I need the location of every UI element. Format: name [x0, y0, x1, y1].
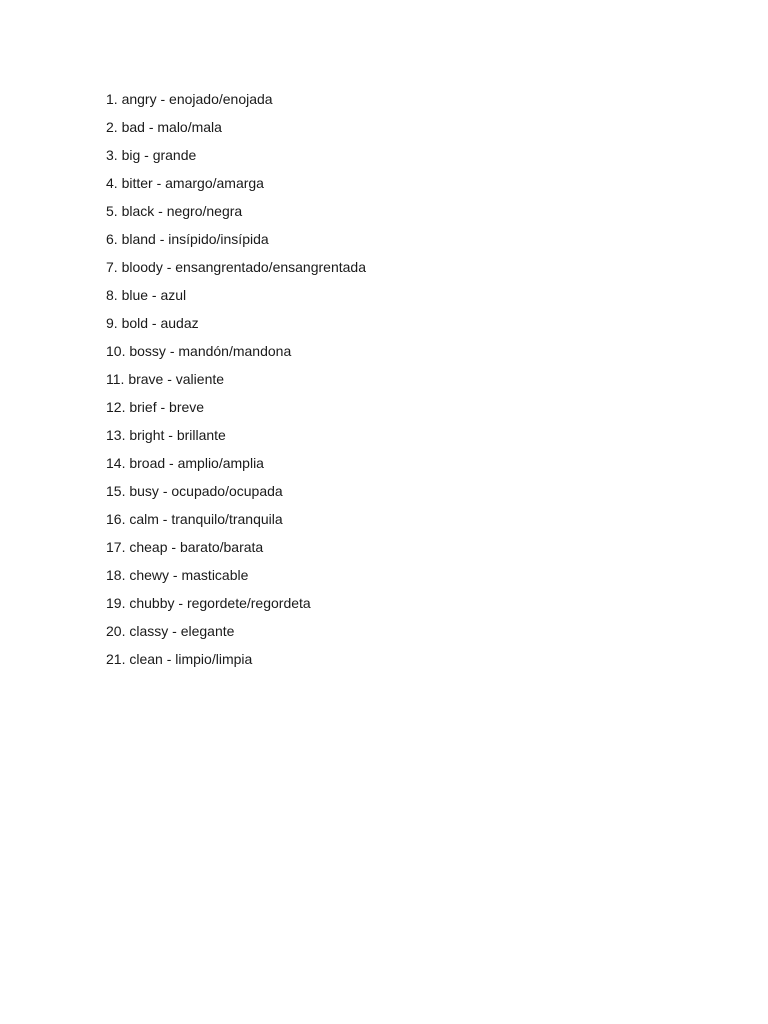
list-item: 7. bloody - ensangrentado/ensangrentada [106, 259, 366, 275]
list-item: 19. chubby - regordete/regordeta [106, 595, 311, 611]
vocabulary-list [106, 89, 366, 677]
list-item: 15. busy - ocupado/ocupada [106, 483, 283, 499]
list-item: 12. brief - breve [106, 399, 205, 415]
list-item: 4. bitter - amargo/amarga [106, 175, 264, 191]
list-item: 10. bossy - mandón/mandona [106, 343, 292, 359]
list-item: 5. black - negro/negra [106, 203, 243, 219]
list-item: 13. bright - brillante [106, 427, 226, 443]
list-item: 18. chewy - masticable [106, 567, 249, 583]
list-item: 16. calm - tranquilo/tranquila [106, 511, 283, 527]
list-item: 11. brave - valiente [106, 371, 225, 387]
list-item: 3. big - grande [106, 147, 197, 163]
list-item: 17. cheap - barato/barata [106, 539, 264, 555]
list-item: 8. blue - azul [106, 287, 187, 303]
list-item: 21. clean - limpio/limpia [106, 651, 253, 667]
list-item: 20. classy - elegante [106, 623, 235, 639]
list-item: 1. angry - enojado/enojada [106, 91, 273, 107]
list-item: 14. broad - amplio/amplia [106, 455, 264, 471]
list-item: 6. bland - insípido/insípida [106, 231, 269, 247]
list-item: 2. bad - malo/mala [106, 119, 222, 135]
list-item: 9. bold - audaz [106, 315, 199, 331]
